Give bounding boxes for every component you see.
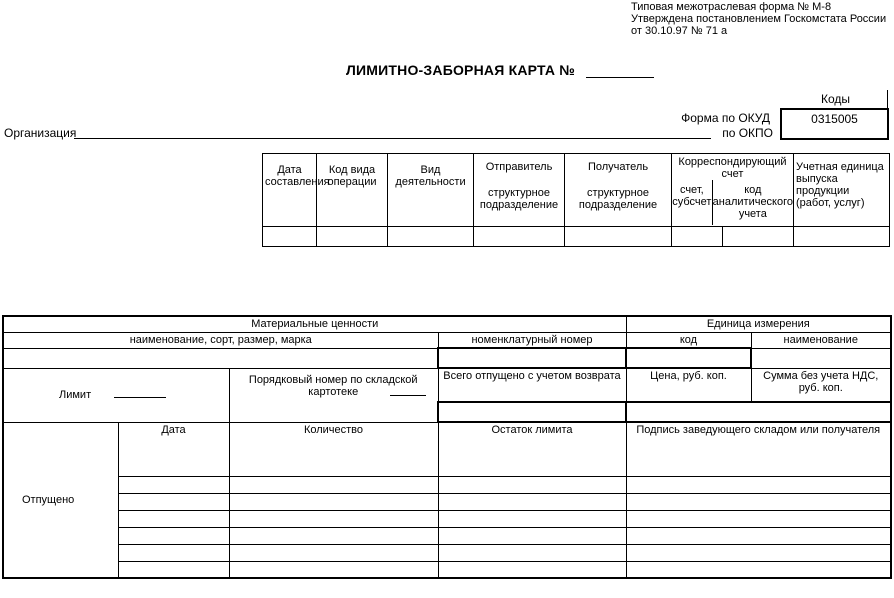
quantity-header: Количество <box>229 422 438 476</box>
unit-cell[interactable] <box>794 227 890 247</box>
table-row <box>3 493 891 510</box>
card-number-label: Порядковый номер по складской картотеке <box>248 373 418 398</box>
approval-date-line: от 30.10.97 № 71 а <box>631 25 728 37</box>
nomenclature-cell[interactable] <box>438 348 626 368</box>
name-grade-header: наименование, сорт, размер, марка <box>3 332 438 348</box>
unit-code-header: код <box>626 332 751 348</box>
total-released-header: Всего отпущено с учетом возврата <box>438 368 626 402</box>
approved-line: Утверждена постановлением Госкомстата России <box>631 13 887 25</box>
table-row <box>3 510 891 527</box>
unit-code-cell[interactable] <box>626 348 751 368</box>
sum-header: Сумма без учета НДС, руб. коп. <box>751 368 891 402</box>
card-number-field[interactable] <box>586 77 654 78</box>
limit-remaining-header: Остаток лимита <box>438 422 626 476</box>
col-date-header: Дата составления <box>263 154 317 227</box>
unit-header: Единица измерения <box>626 316 891 332</box>
table-row <box>3 544 891 561</box>
price-sum-cell[interactable] <box>626 402 891 422</box>
material-name-cell[interactable] <box>3 348 438 368</box>
release-date-header: Дата <box>118 422 229 476</box>
okpo-label: по ОКПО <box>722 126 773 140</box>
total-released-cell[interactable] <box>438 402 626 422</box>
col-sender-header: Отправитель структурное подразделение <box>474 154 565 227</box>
form-header <box>631 1 886 37</box>
price-header: Цена, руб. коп. <box>626 368 751 402</box>
col-unit-header: Учетная единица выпуска продукции (работ, услуг) <box>794 154 890 227</box>
sender-cell[interactable] <box>474 227 565 247</box>
table-row <box>3 561 891 578</box>
col-op-code-header: Код вида операции <box>317 154 388 227</box>
okud-value[interactable]: 0315005 <box>811 112 858 126</box>
page-title: ЛИМИТНО-ЗАБОРНАЯ КАРТА № <box>346 62 576 78</box>
table-row <box>3 527 891 544</box>
signature-header: Подпись заведующего складом или получателя <box>626 422 891 476</box>
document-details-table <box>262 153 890 247</box>
codes-label: Коды <box>821 92 851 106</box>
codes-box <box>780 108 889 140</box>
form-type-line: Типовая межотраслевая форма № М-8 <box>631 1 832 13</box>
col-corr-header: Корреспондирующий счет счет, субсчет код аналитического учета <box>672 154 794 227</box>
materials-table <box>2 315 892 579</box>
codes-divider <box>887 90 888 108</box>
unit-name-header: наименование <box>751 332 891 348</box>
card-number-field-2[interactable] <box>390 395 426 396</box>
organization-field[interactable] <box>74 138 711 139</box>
date-cell[interactable] <box>263 227 317 247</box>
released-label: Отпущено <box>3 422 118 578</box>
limit-label: Лимит <box>59 389 92 401</box>
table-row <box>3 476 891 493</box>
col-account-header: счет, субсчет <box>672 180 713 225</box>
col-analytic-header: код аналитического учета <box>712 184 794 220</box>
card-number-cell <box>229 368 438 422</box>
unit-name-cell[interactable] <box>751 348 891 368</box>
analytic-cell[interactable] <box>723 227 794 247</box>
okud-label: Форма по ОКУД <box>681 111 770 125</box>
limit-cell <box>3 368 229 422</box>
activity-cell[interactable] <box>388 227 474 247</box>
nomenclature-header: номенклатурный номер <box>438 332 626 348</box>
organization-label: Организация <box>4 126 77 140</box>
materials-header: Материальные ценности <box>3 316 626 332</box>
receiver-cell[interactable] <box>565 227 672 247</box>
limit-field[interactable] <box>114 397 166 398</box>
col-receiver-header: Получатель структурное подразделение <box>565 154 672 227</box>
account-cell[interactable] <box>672 227 723 247</box>
col-activity-header: Вид деятельности <box>388 154 474 227</box>
op-code-cell[interactable] <box>317 227 388 247</box>
